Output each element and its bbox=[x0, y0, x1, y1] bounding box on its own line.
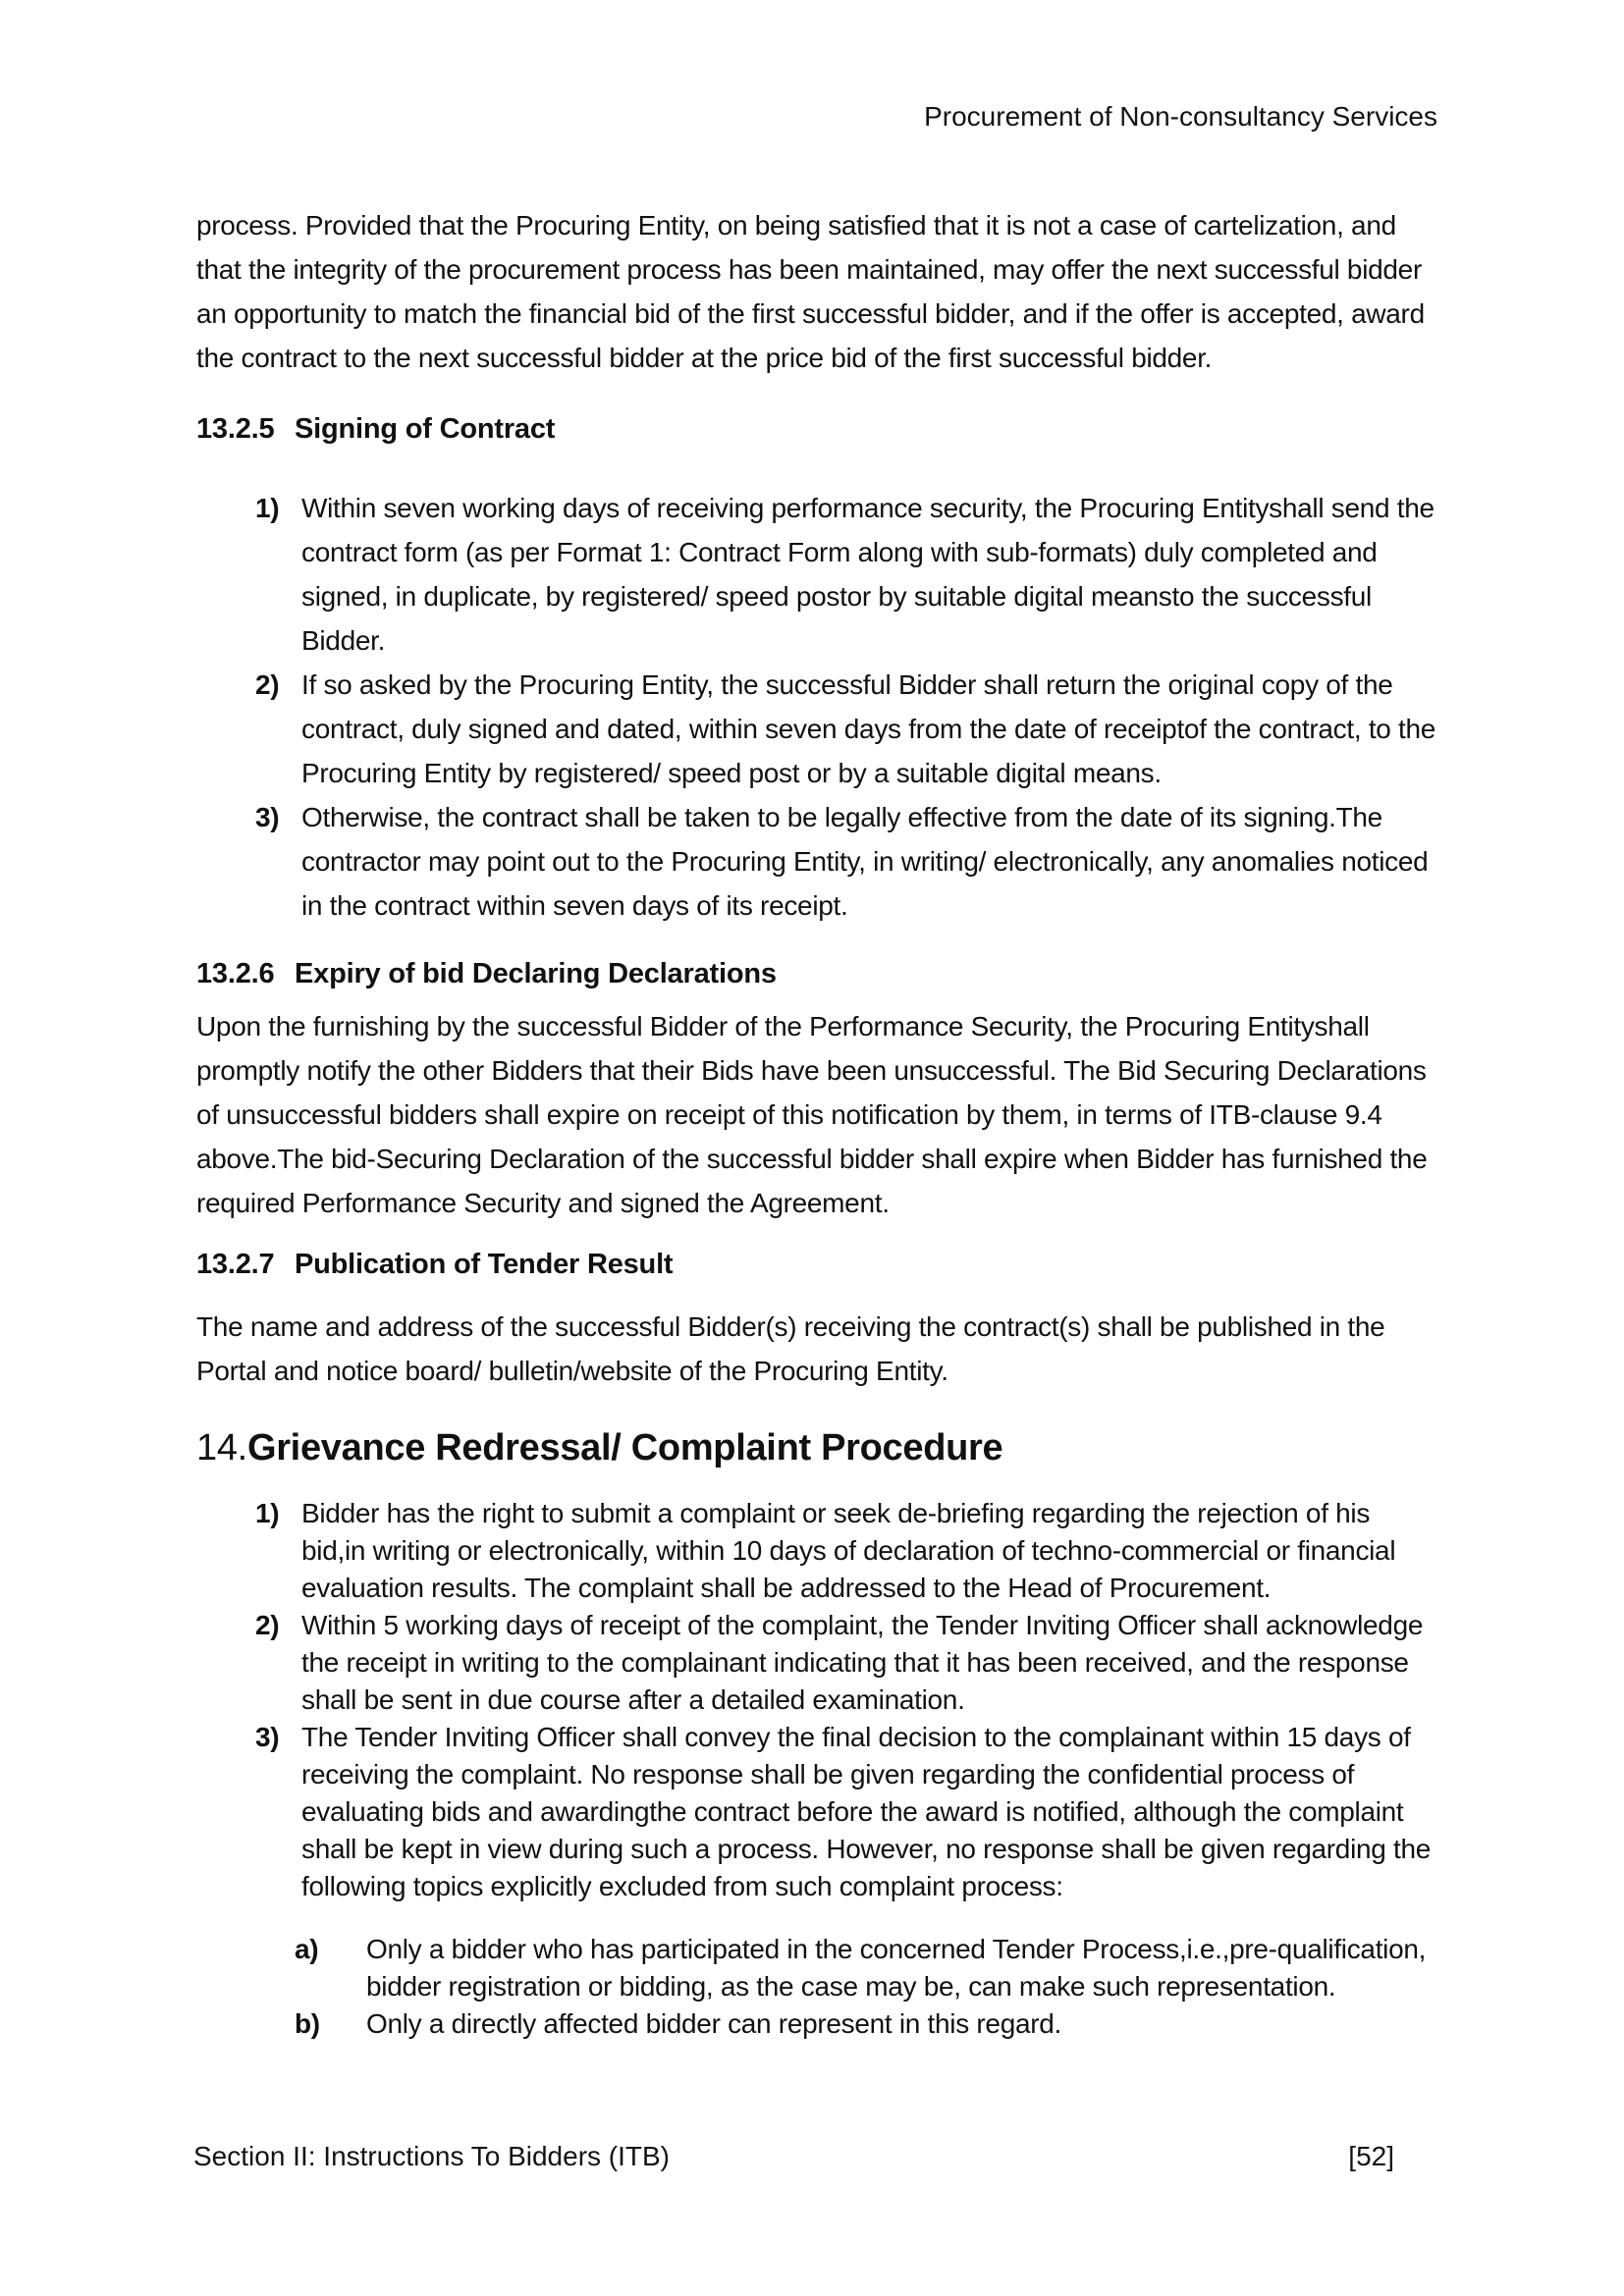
list-item bbox=[255, 1607, 1437, 1719]
intro-paragraph: process. Provided that the Procuring Entity, on being satisfied that it is not a case of cartelization, and that the integrity of the procurement process has been maintained, may offer the next successful bidder an opportunity to match the financial bid of the first successful bidder, and if the offer is accepted, award the contract to the next successful bidder at the price bid of the first successful bidder. bbox=[196, 210, 1425, 373]
list-item bbox=[255, 1719, 1437, 1905]
section-heading-13-2-5 bbox=[196, 407, 1437, 452]
grievance-procedure-list bbox=[255, 1495, 1437, 1905]
list-item-text: The Tender Inviting Officer shall convey the final decision to the complainant within 15 days of receiving the complaint. No response shall be given regarding the confidential process of evaluating bids and awardingthe contract before the award is notified, although the complaint shall be kept in view during such a process. However, no response shall be given regarding the following topics explicitly excluded from such complaint process: bbox=[301, 1722, 1432, 1901]
list-item-text: Only a bidder who has participated in the concerned Tender Process,i.e.,pre-qualification, bidder registration or bidding, as the case may be, can make such representation. bbox=[366, 1934, 1427, 2002]
list-item-marker: b) bbox=[295, 2008, 320, 2039]
signing-of-contract-list bbox=[255, 486, 1437, 928]
section-title: Signing of Contract bbox=[295, 413, 556, 445]
section-number: 13.2.7 bbox=[196, 1249, 275, 1280]
footer-page-number: [52] bbox=[1348, 2141, 1394, 2171]
list-item bbox=[255, 795, 1437, 928]
section-heading-13-2-6 bbox=[196, 952, 1437, 996]
section-number: 13.2.6 bbox=[196, 958, 275, 989]
page-header bbox=[196, 101, 1437, 133]
page-footer bbox=[193, 2140, 1394, 2173]
list-item-marker: 2) bbox=[255, 1610, 280, 1640]
list-item-marker: 2) bbox=[255, 669, 280, 700]
header-title: Procurement of Non-consultancy Services bbox=[924, 101, 1437, 132]
list-item-text: If so asked by the Procuring Entity, the successful Bidder shall return the original copy of the contract, duly signed and dated, within seven days from the date of receiptof the contract, to the Procuring Entity by registered/ speed post or by a suitable digital means. bbox=[301, 669, 1436, 788]
list-item bbox=[255, 486, 1437, 663]
list-item-text: Only a directly affected bidder can represent in this regard. bbox=[366, 2008, 1062, 2039]
list-item bbox=[295, 2005, 1437, 2043]
list-item-marker: 3) bbox=[255, 1722, 280, 1752]
section-title: Expiry of bid Declaring Declarations bbox=[295, 958, 777, 989]
list-item-text: Within 5 working days of receipt of the complaint, the Tender Inviting Officer shall acknowledge the receipt in writing to the complainant indicating that it has been received, and the response shall be sent in due course after a detailed examination. bbox=[301, 1610, 1424, 1715]
list-item-marker: 3) bbox=[255, 802, 280, 832]
list-item-marker: 1) bbox=[255, 493, 280, 523]
chapter-title: Grievance Redressal/ Complaint Procedure bbox=[246, 1427, 1003, 1468]
chapter-heading-14 bbox=[196, 1422, 1437, 1473]
expiry-paragraph: Upon the furnishing by the successful Bidder of the Performance Security, the Procuring Entityshall promptly notify the other Bidders that their Bids have been unsuccessful. The Bid Securing Declarations of unsuccessful bidders shall expire on receipt of this notification by them, in terms of ITB-clause 9.4 above.The bid-Securing Declaration of the successful bidder shall expire when Bidder has furnished the required Performance Security and signed the Agreement. bbox=[196, 1011, 1428, 1218]
section-title: Publication of Tender Result bbox=[295, 1249, 674, 1280]
section-number: 13.2.5 bbox=[196, 413, 275, 445]
footer-section-label: Section II: Instructions To Bidders (ITB) bbox=[193, 2141, 671, 2171]
list-item-text: Otherwise, the contract shall be taken to be legally effective from the date of its signing.The contractor may point out to the Procuring Entity, in writing/ electronically, any anomalies noticed in the contract within seven days of its receipt. bbox=[301, 802, 1429, 921]
list-item bbox=[255, 663, 1437, 795]
chapter-number: 14. bbox=[196, 1427, 247, 1468]
list-item-marker: a) bbox=[295, 1934, 319, 1964]
complaint-exclusions-sublist bbox=[295, 1931, 1437, 2043]
list-item bbox=[255, 1495, 1437, 1607]
list-item-marker: 1) bbox=[255, 1498, 280, 1528]
list-item-text: Within seven working days of receiving performance security, the Procuring Entityshall send the contract form (as per Format 1: Contract Form along with sub-formats) duly completed and signed, in duplicate, by registered/ speed postor by suitable digital meansto the successful Bidder. bbox=[301, 493, 1435, 656]
list-item bbox=[295, 1931, 1437, 2005]
list-item-text: Bidder has the right to submit a complaint or seek de-briefing regarding the rejection of his bid,in writing or electronically, within 10 days of declaration of techno-commercial or financial evaluation results. The complaint shall be addressed to the Head of Procurement. bbox=[301, 1498, 1396, 1603]
publication-paragraph: The name and address of the successful Bidder(s) receiving the contract(s) shall be published in the Portal and notice board/ bulletin/website of the Procuring Entity. bbox=[196, 1311, 1385, 1386]
section-heading-13-2-7 bbox=[196, 1243, 1437, 1287]
